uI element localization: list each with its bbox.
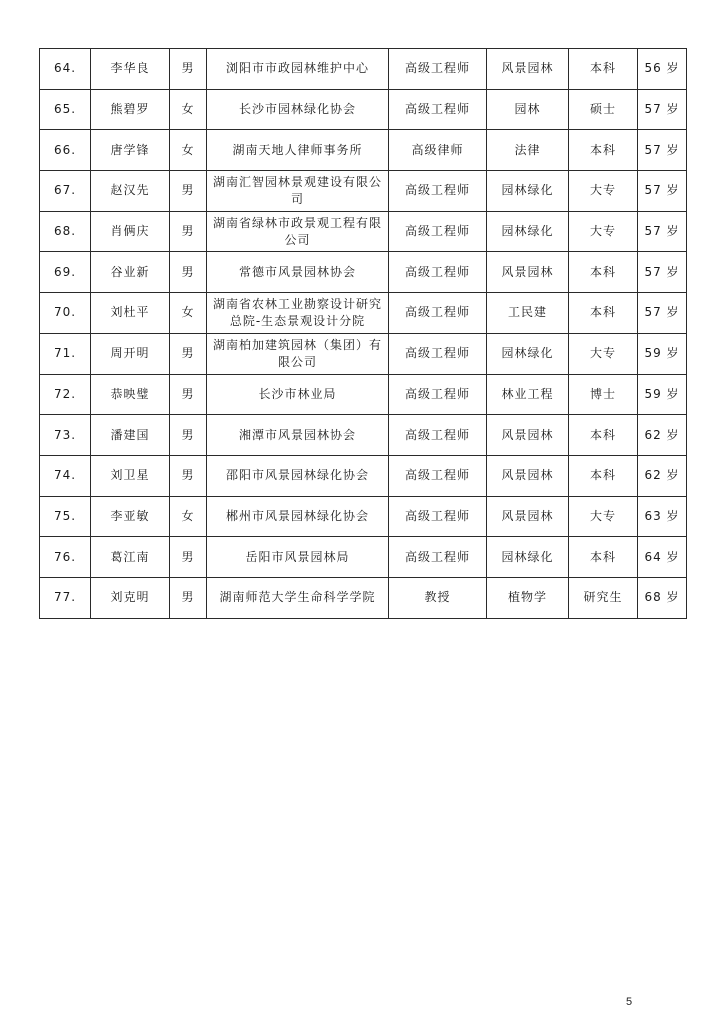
age-cell: 57 岁 [638, 211, 687, 252]
table-row [40, 415, 687, 456]
page-number: 5 [626, 996, 633, 1008]
work-unit-cell: 湘潭市风景园林协会 [207, 415, 389, 456]
professional-title-cell: 高级工程师 [389, 333, 487, 374]
specialty-cell: 植物学 [487, 577, 569, 618]
professional-title-cell: 高级律师 [389, 130, 487, 171]
education-cell: 本科 [569, 455, 638, 496]
gender-cell: 男 [170, 537, 207, 578]
work-unit-cell: 湖南柏加建筑园林（集团）有限公司 [207, 333, 389, 374]
roster-body [40, 49, 687, 619]
name-cell: 刘卫星 [91, 455, 170, 496]
professional-title-cell: 高级工程师 [389, 537, 487, 578]
professional-title-cell: 高级工程师 [389, 171, 487, 212]
gender-cell: 男 [170, 374, 207, 415]
table-row [40, 89, 687, 130]
age-cell: 56 岁 [638, 49, 687, 90]
row-number-cell: 73. [40, 415, 91, 456]
specialty-cell: 风景园林 [487, 49, 569, 90]
work-unit-cell: 湖南省农林工业勘察设计研究总院-生态景观设计分院 [207, 293, 389, 334]
gender-cell: 男 [170, 415, 207, 456]
row-number-cell: 66. [40, 130, 91, 171]
professional-title-cell: 高级工程师 [389, 252, 487, 293]
row-number-cell: 68. [40, 211, 91, 252]
table-row [40, 293, 687, 334]
education-cell: 研究生 [569, 577, 638, 618]
education-cell: 本科 [569, 130, 638, 171]
specialty-cell: 园林 [487, 89, 569, 130]
education-cell: 博士 [569, 374, 638, 415]
education-cell: 大专 [569, 211, 638, 252]
row-number-cell: 64. [40, 49, 91, 90]
specialty-cell: 法律 [487, 130, 569, 171]
work-unit-cell: 湖南天地人律师事务所 [207, 130, 389, 171]
gender-cell: 女 [170, 496, 207, 537]
row-number-cell: 70. [40, 293, 91, 334]
education-cell: 本科 [569, 293, 638, 334]
professional-title-cell: 高级工程师 [389, 455, 487, 496]
table-row [40, 374, 687, 415]
work-unit-cell: 常德市风景园林协会 [207, 252, 389, 293]
specialty-cell: 园林绿化 [487, 333, 569, 374]
table-row [40, 537, 687, 578]
specialty-cell: 园林绿化 [487, 537, 569, 578]
work-unit-cell: 岳阳市风景园林局 [207, 537, 389, 578]
professional-title-cell: 高级工程师 [389, 49, 487, 90]
gender-cell: 男 [170, 49, 207, 90]
row-number-cell: 65. [40, 89, 91, 130]
age-cell: 57 岁 [638, 252, 687, 293]
education-cell: 本科 [569, 49, 638, 90]
row-number-cell: 67. [40, 171, 91, 212]
gender-cell: 男 [170, 171, 207, 212]
education-cell: 硕士 [569, 89, 638, 130]
specialty-cell: 风景园林 [487, 415, 569, 456]
expert-roster-table [39, 48, 687, 619]
name-cell: 刘杜平 [91, 293, 170, 334]
specialty-cell: 园林绿化 [487, 171, 569, 212]
professional-title-cell: 高级工程师 [389, 374, 487, 415]
name-cell: 熊碧罗 [91, 89, 170, 130]
name-cell: 潘建国 [91, 415, 170, 456]
education-cell: 本科 [569, 537, 638, 578]
education-cell: 大专 [569, 333, 638, 374]
table-row [40, 211, 687, 252]
age-cell: 57 岁 [638, 130, 687, 171]
table-row [40, 455, 687, 496]
specialty-cell: 园林绿化 [487, 211, 569, 252]
row-number-cell: 69. [40, 252, 91, 293]
gender-cell: 男 [170, 252, 207, 293]
row-number-cell: 75. [40, 496, 91, 537]
professional-title-cell: 高级工程师 [389, 496, 487, 537]
gender-cell: 女 [170, 130, 207, 171]
age-cell: 59 岁 [638, 333, 687, 374]
name-cell: 肖俩庆 [91, 211, 170, 252]
row-number-cell: 76. [40, 537, 91, 578]
age-cell: 64 岁 [638, 537, 687, 578]
name-cell: 李华良 [91, 49, 170, 90]
work-unit-cell: 郴州市风景园林绿化协会 [207, 496, 389, 537]
table-row [40, 496, 687, 537]
professional-title-cell: 高级工程师 [389, 89, 487, 130]
work-unit-cell: 邵阳市风景园林绿化协会 [207, 455, 389, 496]
table-row [40, 252, 687, 293]
table-row [40, 333, 687, 374]
work-unit-cell: 湖南汇智园林景观建设有限公司 [207, 171, 389, 212]
table-row [40, 130, 687, 171]
row-number-cell: 72. [40, 374, 91, 415]
education-cell: 本科 [569, 415, 638, 456]
name-cell: 谷业新 [91, 252, 170, 293]
gender-cell: 男 [170, 333, 207, 374]
gender-cell: 女 [170, 89, 207, 130]
work-unit-cell: 浏阳市市政园林维护中心 [207, 49, 389, 90]
specialty-cell: 风景园林 [487, 496, 569, 537]
age-cell: 59 岁 [638, 374, 687, 415]
age-cell: 62 岁 [638, 455, 687, 496]
table-row [40, 577, 687, 618]
age-cell: 62 岁 [638, 415, 687, 456]
age-cell: 57 岁 [638, 171, 687, 212]
professional-title-cell: 高级工程师 [389, 293, 487, 334]
table-row [40, 171, 687, 212]
name-cell: 赵汉先 [91, 171, 170, 212]
name-cell: 葛江南 [91, 537, 170, 578]
age-cell: 63 岁 [638, 496, 687, 537]
work-unit-cell: 湖南省绿林市政景观工程有限公司 [207, 211, 389, 252]
age-cell: 68 岁 [638, 577, 687, 618]
education-cell: 本科 [569, 252, 638, 293]
specialty-cell: 林业工程 [487, 374, 569, 415]
row-number-cell: 71. [40, 333, 91, 374]
work-unit-cell: 湖南师范大学生命科学学院 [207, 577, 389, 618]
row-number-cell: 77. [40, 577, 91, 618]
gender-cell: 男 [170, 211, 207, 252]
name-cell: 刘克明 [91, 577, 170, 618]
professional-title-cell: 高级工程师 [389, 415, 487, 456]
gender-cell: 男 [170, 455, 207, 496]
work-unit-cell: 长沙市园林绿化协会 [207, 89, 389, 130]
specialty-cell: 工民建 [487, 293, 569, 334]
age-cell: 57 岁 [638, 293, 687, 334]
professional-title-cell: 教授 [389, 577, 487, 618]
education-cell: 大专 [569, 171, 638, 212]
age-cell: 57 岁 [638, 89, 687, 130]
gender-cell: 男 [170, 577, 207, 618]
professional-title-cell: 高级工程师 [389, 211, 487, 252]
name-cell: 恭映璧 [91, 374, 170, 415]
work-unit-cell: 长沙市林业局 [207, 374, 389, 415]
education-cell: 大专 [569, 496, 638, 537]
name-cell: 唐学锋 [91, 130, 170, 171]
row-number-cell: 74. [40, 455, 91, 496]
specialty-cell: 风景园林 [487, 252, 569, 293]
table-row [40, 49, 687, 90]
name-cell: 李亚敏 [91, 496, 170, 537]
specialty-cell: 风景园林 [487, 455, 569, 496]
name-cell: 周开明 [91, 333, 170, 374]
gender-cell: 女 [170, 293, 207, 334]
